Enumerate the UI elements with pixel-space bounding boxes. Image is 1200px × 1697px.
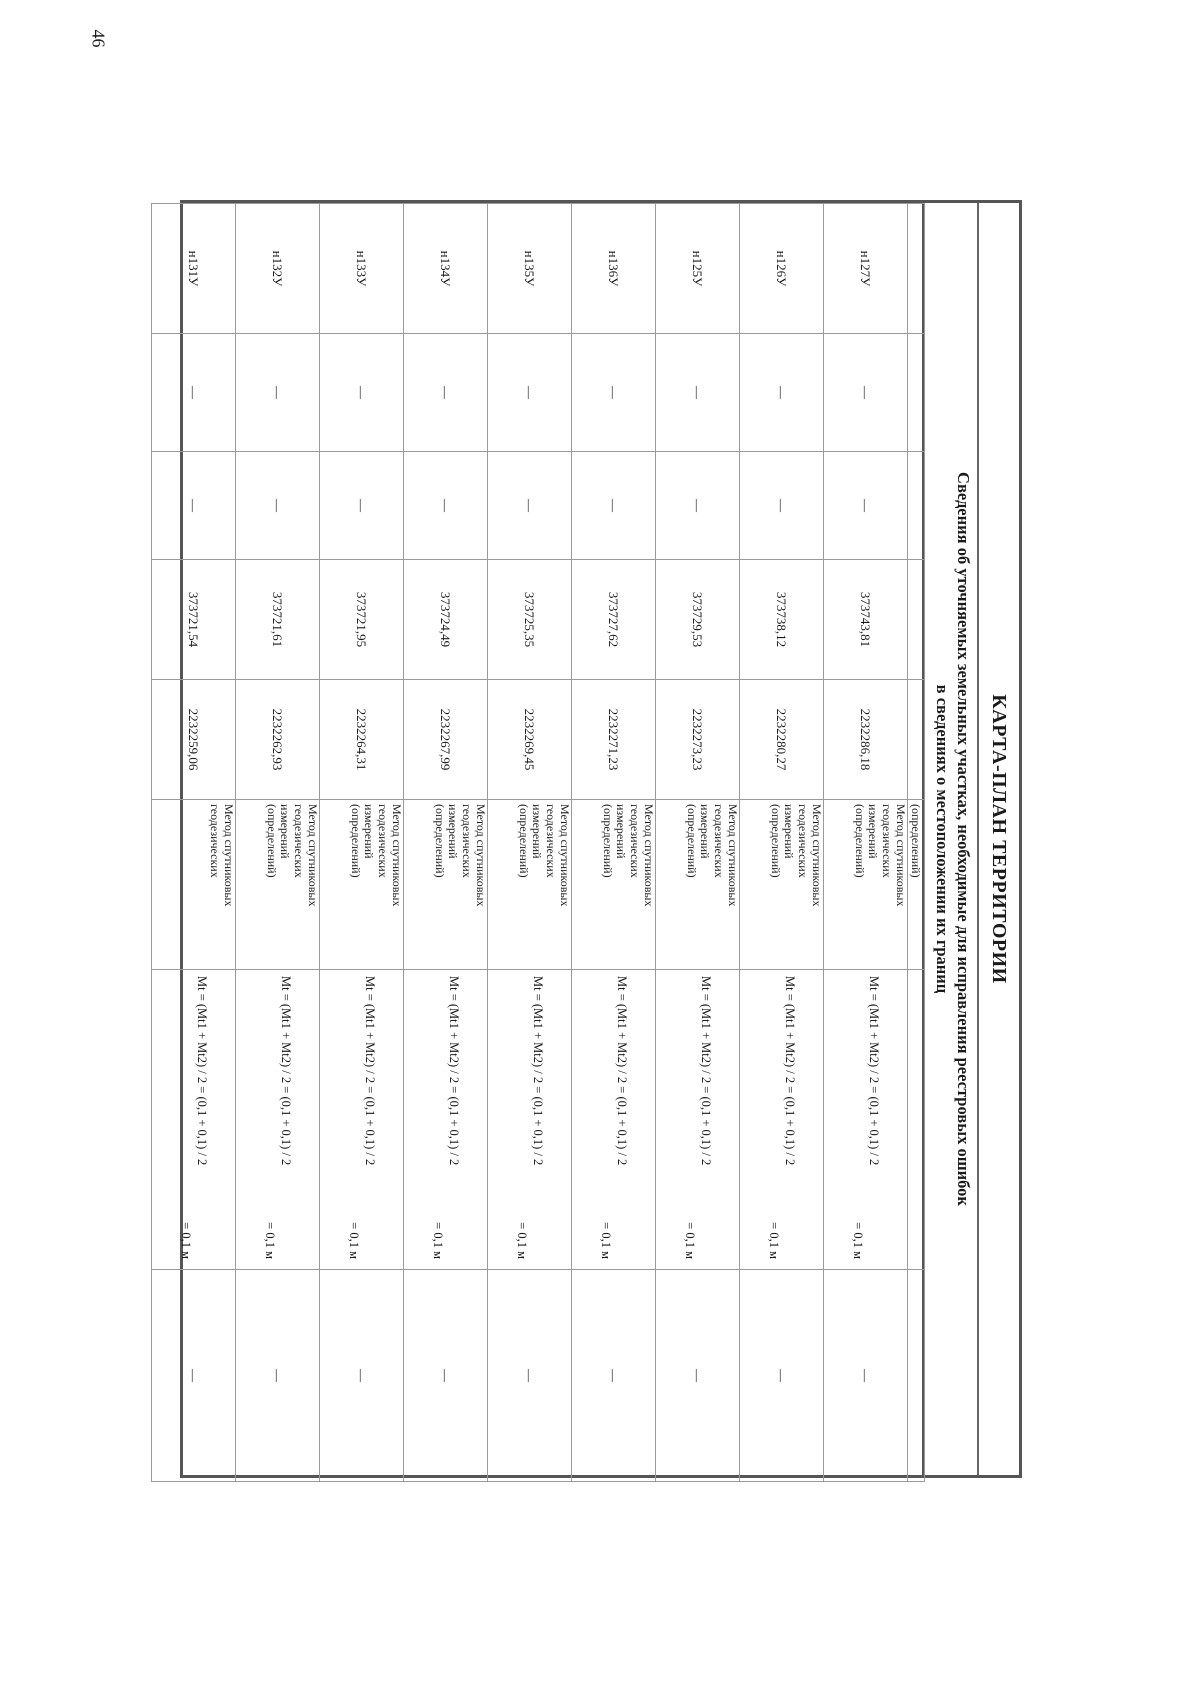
method-line: Метод спутниковых (726, 804, 740, 907)
formula-result: = 0,1 м (431, 1222, 446, 1259)
table-row (824, 204, 908, 1482)
method-line: измерений (866, 804, 881, 859)
method-line: измерений (278, 804, 293, 859)
x-coordinate-cell: 373738,12 (740, 560, 824, 680)
y-old-cell: — (236, 452, 320, 560)
method-line: Метод спутниковых (222, 804, 236, 907)
method-line: (определений) (852, 804, 867, 878)
method-line: измерений (446, 804, 461, 859)
formula-text: Mt = (Mt1 + Mt2) / 2 = (0,1 + 0,1) / 2 (783, 976, 798, 1166)
formula-text: Mt = (Mt1 + Mt2) / 2 = (0,1 + 0,1) / 2 (279, 976, 294, 1166)
method-line: измерений (698, 804, 713, 859)
accuracy-formula-cell (656, 970, 740, 1270)
y-coordinate-cell: 2232262,93 (236, 680, 320, 800)
x-old-cell: — (152, 334, 236, 452)
method-line: геодезических (628, 804, 643, 878)
x-coordinate-cell: 373721,61 (236, 560, 320, 680)
formula-text: Mt = (Mt1 + Mt2) / 2 = (0,1 + 0,1) / 2 (447, 976, 462, 1166)
x-coordinate-cell: 373729,53 (656, 560, 740, 680)
y-old-cell: — (152, 452, 236, 560)
y-coordinate-cell: 2232269,45 (488, 680, 572, 800)
x-old-cell: — (404, 334, 488, 452)
x-coordinate-cell: 373743,81 (824, 560, 908, 680)
point-name-cell: н136У (572, 204, 656, 334)
table-row (572, 204, 656, 1482)
point-name-cell: н134У (404, 204, 488, 334)
table-row (152, 204, 236, 1482)
point-name-cell: н132У (236, 204, 320, 334)
method-line: Метод спутниковых (642, 804, 656, 907)
description-cell: — (152, 1270, 236, 1482)
y-coordinate-cell: 2232273,23 (656, 680, 740, 800)
formula-result: = 0,1 м (347, 1222, 362, 1259)
x-old-cell: — (488, 334, 572, 452)
method-line: геодезических (208, 804, 223, 878)
formula-text: Mt = (Mt1 + Mt2) / 2 = (0,1 + 0,1) / 2 (867, 976, 882, 1166)
x-old-cell: — (824, 334, 908, 452)
description-cell: — (488, 1270, 572, 1482)
document-title-text: КАРТА-ПЛАН ТЕРРИТОРИИ (988, 694, 1011, 984)
method-line: (определений) (264, 804, 279, 878)
y-coordinate-cell: 2232280,27 (740, 680, 824, 800)
method-cell (824, 800, 908, 970)
formula-text: Mt = (Mt1 + Mt2) / 2 = (0,1 + 0,1) / 2 (363, 976, 378, 1166)
method-line: Метод спутниковых (474, 804, 488, 907)
accuracy-formula-cell (152, 970, 236, 1270)
method-line: геодезических (544, 804, 559, 878)
x-coordinate-cell: 373721,54 (152, 560, 236, 680)
method-line: геодезических (292, 804, 307, 878)
point-name-cell: н131У (152, 204, 236, 334)
method-line: (определений) (684, 804, 699, 878)
formula-result: = 0,1 м (515, 1222, 530, 1259)
y-coordinate-cell: 2232259,06 (152, 680, 236, 800)
formula-text: Mt = (Mt1 + Mt2) / 2 = (0,1 + 0,1) / 2 (699, 976, 714, 1166)
method-cell (572, 800, 656, 970)
document-sheet (180, 200, 1022, 1478)
table-cell (908, 452, 925, 560)
page-number (78, 18, 118, 58)
method-cell (152, 800, 236, 970)
description-cell: — (656, 1270, 740, 1482)
accuracy-formula-cell (572, 970, 656, 1270)
formula-result: = 0,1 м (263, 1222, 278, 1259)
table-row (656, 204, 740, 1482)
method-line: геодезических (376, 804, 391, 878)
y-old-cell: — (824, 452, 908, 560)
accuracy-formula-cell (740, 970, 824, 1270)
method-cell (236, 800, 320, 970)
table-row (320, 204, 404, 1482)
method-cell (656, 800, 740, 970)
y-old-cell: — (488, 452, 572, 560)
table-row (236, 204, 320, 1482)
table-row-continuation (908, 204, 925, 1482)
method-line: геодезических (880, 804, 895, 878)
formula-text: Mt = (Mt1 + Mt2) / 2 = (0,1 + 0,1) / 2 (531, 976, 546, 1166)
method-cell (320, 800, 404, 970)
x-old-cell: — (320, 334, 404, 452)
method-line: Метод спутниковых (810, 804, 824, 907)
table-cell (908, 204, 925, 334)
method-line: измерений (362, 804, 377, 859)
method-line: геодезических (712, 804, 727, 878)
y-coordinate-cell: 2232267,99 (404, 680, 488, 800)
boundary-points-table (151, 203, 925, 1482)
description-cell: — (320, 1270, 404, 1482)
table-cell (908, 1270, 925, 1482)
method-line: геодезических (796, 804, 811, 878)
subtitle-line-1: Сведения об уточняемых земельных участках, необходимые для исправления реестровых ошибок (953, 472, 973, 1206)
table-cell (908, 334, 925, 452)
y-coordinate-cell: 2232264,31 (320, 680, 404, 800)
description-cell: — (236, 1270, 320, 1482)
x-coordinate-cell: 373721,95 (320, 560, 404, 680)
y-old-cell: — (404, 452, 488, 560)
x-coordinate-cell: 373725,35 (488, 560, 572, 680)
accuracy-formula-cell (320, 970, 404, 1270)
y-coordinate-cell: 2232271,23 (572, 680, 656, 800)
point-name-cell: н125У (656, 204, 740, 334)
subtitle-line-2: в сведениях о местоположении их границ (933, 684, 952, 994)
formula-text: Mt = (Mt1 + Mt2) / 2 = (0,1 + 0,1) / 2 (195, 976, 210, 1166)
description-cell: — (824, 1270, 908, 1482)
x-old-cell: — (572, 334, 656, 452)
table-cell (908, 680, 925, 800)
formula-result: = 0,1 м (599, 1222, 614, 1259)
method-line: измерений (614, 804, 629, 859)
y-old-cell: — (740, 452, 824, 560)
method-line: (определений) (516, 804, 531, 878)
formula-result: = 0,1 м (683, 1222, 698, 1259)
method-line: Метод спутниковых (558, 804, 572, 907)
description-cell: — (404, 1270, 488, 1482)
table-row (404, 204, 488, 1482)
method-line: (определений) (348, 804, 363, 878)
formula-text: Mt = (Mt1 + Mt2) / 2 = (0,1 + 0,1) / 2 (615, 976, 630, 1166)
method-continuation-cell: (определений) (908, 800, 925, 970)
point-name-cell: н126У (740, 204, 824, 334)
method-line: измерений (530, 804, 545, 859)
accuracy-formula-cell (236, 970, 320, 1270)
x-old-cell: — (656, 334, 740, 452)
y-old-cell: — (320, 452, 404, 560)
method-line: (определений) (600, 804, 615, 878)
table-cell (908, 560, 925, 680)
accuracy-formula-cell (404, 970, 488, 1270)
method-cell (740, 800, 824, 970)
x-old-cell: — (236, 334, 320, 452)
table-row (740, 204, 824, 1482)
method-line: Метод спутниковых (390, 804, 404, 907)
accuracy-formula-cell (824, 970, 908, 1270)
formula-result: = 0,1 м (851, 1222, 866, 1259)
table-cell (908, 970, 925, 1270)
method-line: измерений (782, 804, 797, 859)
point-name-cell: н127У (824, 204, 908, 334)
x-coordinate-cell: 373727,62 (572, 560, 656, 680)
description-cell: — (740, 1270, 824, 1482)
y-old-cell: — (656, 452, 740, 560)
method-line: геодезических (460, 804, 475, 878)
formula-result: = 0,1 м (767, 1222, 782, 1259)
accuracy-formula-cell (488, 970, 572, 1270)
x-old-cell: — (740, 334, 824, 452)
y-old-cell: — (572, 452, 656, 560)
document-title (977, 203, 1019, 1475)
page-number-text: 46 (88, 29, 109, 47)
x-coordinate-cell: 373724,49 (404, 560, 488, 680)
description-cell: — (572, 1270, 656, 1482)
table-row (488, 204, 572, 1482)
method-line: (определений) (432, 804, 447, 878)
point-name-cell: н133У (320, 204, 404, 334)
point-name-cell: н135У (488, 204, 572, 334)
method-line: Метод спутниковых (306, 804, 320, 907)
method-cell (404, 800, 488, 970)
document-subtitle (922, 203, 979, 1475)
method-line: (определений) (768, 804, 783, 878)
formula-result: = 0,1 м (179, 1222, 194, 1259)
method-cell (488, 800, 572, 970)
method-line: Метод спутниковых (894, 804, 908, 907)
y-coordinate-cell: 2232286,18 (824, 680, 908, 800)
